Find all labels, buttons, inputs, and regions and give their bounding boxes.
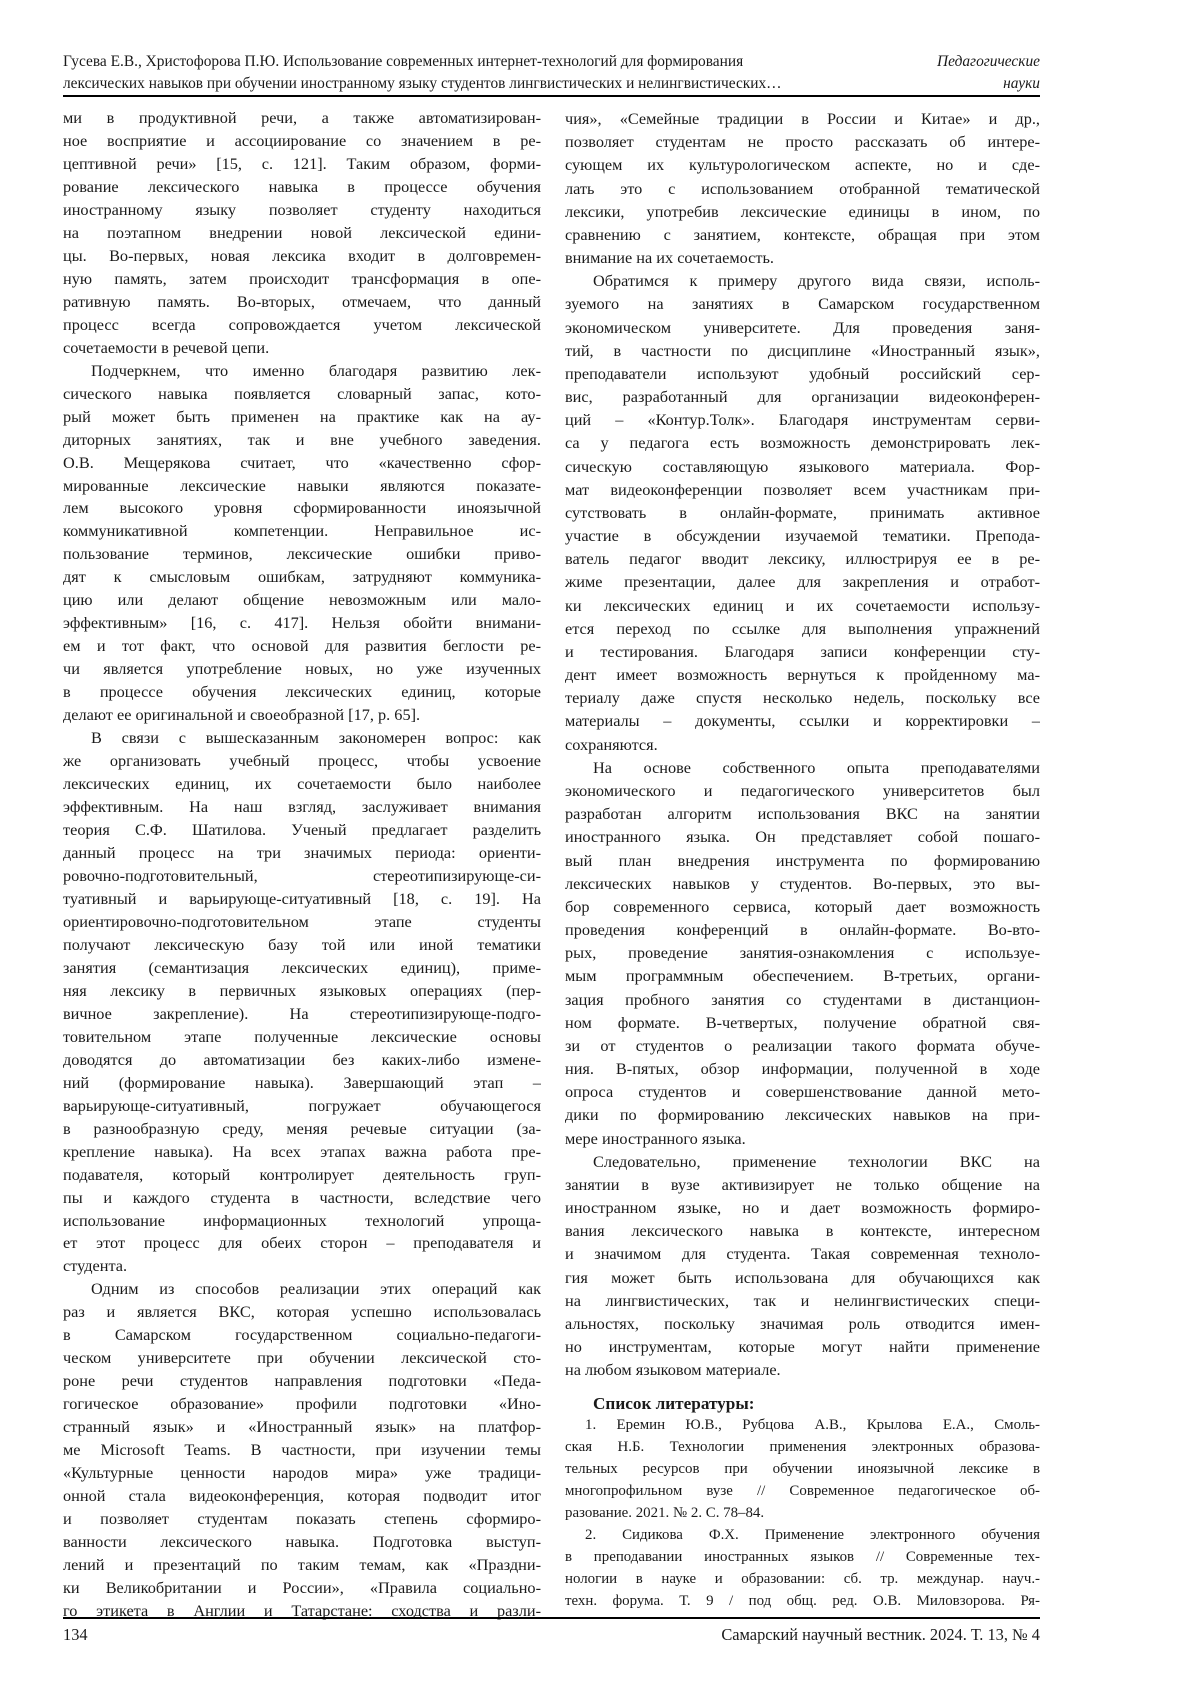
right-column [565,107,1040,1623]
text-line: раз и является ВКС, которая успешно использовалась [63,1302,541,1322]
text-line: На основе собственного опыта преподавателями [593,757,1040,777]
text-line: использование информационных технологий упроща- [63,1210,541,1230]
text-line: пы и каждого студента в частности, вследствие чего [63,1187,541,1207]
page-footer [63,1617,1040,1645]
running-header [63,51,1040,94]
references-heading [565,1392,1040,1415]
text-line: проведения конференций в онлайн-формате. Во-вто- [565,920,1040,940]
text-line: в разнообразную среду, меняя речевые ситуации (за- [63,1118,541,1138]
text-line: О.В. Мещерякова считает, что «качественно сфор- [63,452,541,472]
paragraph [565,269,1040,756]
text-line: зация пробного занятия со студентами в дистанцион- [565,989,1040,1009]
text-line: «Культурные ценности народов мира» уже традици- [63,1463,541,1483]
text-line: товительном этапе полученные лексические основы [63,1026,541,1046]
text-line: роне речи студентов направления подготовки «Педа- [63,1371,541,1391]
text-line: эффективным» [16, с. 417]. Нельзя обойти внимани- [63,613,541,633]
text-line: сутствовать в онлайн-формате, принимать активное [565,502,1040,522]
text-line: диторных занятиях, так и вне учебного заведения. [63,429,541,449]
paragraph [565,1150,1040,1382]
header-authors-title: Гусева Е.В., Христофорова П.Ю. Использование современных интернет-технологий для формирования [63,53,744,70]
text-line: экономическом университете. Для проведения заня- [565,317,1040,337]
text-line: техн. форума. Т. 9 / под общ. ред. О.В. Миловзорова. Ря- [565,1592,1040,1609]
page-content [63,51,1040,1623]
text-line: бор современного сервиса, который дает возможность [565,896,1040,916]
text-line: иностранного языка. Он представляет собой пошаго- [565,827,1040,847]
text-line: ки Великобритании и России», «Правила социально- [63,1578,541,1597]
text-line: вичное закрепление). На стереотипизирующе-подго- [63,1003,541,1023]
text-line: данный процесс на три значимых периода: ориенти- [63,843,541,862]
text-line: занятии в вузе активизирует не только общение на [565,1174,1040,1194]
text-line: тий, в частности по дисциплине «Иностранный язык», [565,340,1040,360]
text-line: цептивной речи» [15, с. 121]. Таким образом, форми- [63,153,541,173]
text-line: чи является употребление новых, но уже изученных [63,659,541,679]
text-line: альностях, поскольку значимая роль отводится имен- [565,1313,1040,1333]
text-line: и значимом для студента. Такая современная техноло- [565,1244,1040,1264]
text-line: лать это с использованием отобранной тематической [565,178,1040,198]
text-line: ное восприятие и ассоциирование со значением в ре- [63,130,541,150]
text-line: сующем их культурологическом аспекте, но и сде- [565,155,1040,175]
text-line: ванности лексического навыка. Подготовка выступ- [63,1532,541,1552]
text-line: туативный и варьирующе-ситуативный [18, с. 19]. На [63,888,541,908]
text-line: разование. 2021. № 2. С. 78–84. [565,1505,765,1522]
text-line: ет этот процесс для обеих сторон – преподавателя и [63,1233,541,1253]
text-line: ется переход по ссылке для выполнения упражнений [565,618,1040,638]
text-line: занятия (семантизация лексических единиц), приме- [63,957,541,977]
text-line: ем и тот факт, что основой для развития беглости ре- [63,636,541,656]
text-line: няя лексику в первичных языковых операциях (пер- [63,980,541,1000]
paragraph [565,756,1040,1150]
text-columns [63,107,1040,1623]
text-line: на лингвистических, так и нелингвистических специ- [565,1290,1040,1310]
text-line: участие в обсуждении изучаемой тематики. Препода- [565,526,1040,546]
text-line: дят к смысловым ошибкам, затрудняют коммуника- [63,567,541,587]
text-line: но инструментам, которые могут найти применение [565,1337,1040,1357]
paragraph [565,107,1040,269]
text-line: внимание на их сочетаемость. [565,248,775,268]
text-line: опроса студентов и совершенствование данной мето- [565,1082,1040,1102]
text-line: доводятся до автоматизации без каких-либо измене- [63,1049,541,1069]
text-line: разработан алгоритм использования ВКС на занятии [565,804,1040,824]
text-line: цию или делают общение невозможным или мало- [63,590,541,610]
text-line: чия», «Семейные традиции в России и Китае» и др., [565,109,1040,128]
text-line: студента. [63,1256,128,1276]
text-line: ровочно-подготовительный, стереотипизирующе-си- [63,865,541,885]
text-line: варьирующе-ситуативный, погружает обучающегося [63,1095,541,1115]
paragraph [63,1278,541,1623]
text-line: мат видеоконференции позволяет всем участникам при- [565,479,1040,499]
text-line: иностранном языке, но и дает возможность формиро- [565,1198,1040,1218]
text-line: сического навыка появляется словарный запас, кото- [63,383,541,403]
text-line: в процессе обучения лексических единиц, которые [63,682,541,702]
text-line: экономического и педагогического университетов был [565,780,1040,800]
text-line: дики по формированию лексических навыков на при- [565,1105,1040,1125]
text-line: ми в продуктивной речи, а также автоматизирован- [63,108,541,127]
text-line: же организовать учебный процесс, чтобы усвоение [63,751,541,771]
text-line: ций – «Контур.Толк». Благодаря инструментам серви- [565,410,1040,430]
left-column [63,107,541,1623]
header-rule [63,95,1040,97]
text-line: в Самарском государственном социально-педагоги- [63,1325,541,1345]
text-line: Одним из способов реализации этих операций как [91,1279,541,1299]
text-line: ская Н.Б. Технологии применения электронных образова- [565,1439,1040,1456]
page-number: 134 [63,1625,88,1644]
text-line: странный язык» и «Иностранный язык» на платфор- [63,1417,541,1437]
text-line: 2. Сидикова Ф.Х. Применение электронного обучения [585,1526,1040,1543]
text-line: на любом языковом материале. [565,1360,781,1380]
header-section-label-line-1: Педагогические [937,53,1040,70]
header-title-continuation: лексических навыков при обучении иностранному языку студентов лингвистических и нелингвистических… [63,74,782,92]
text-line: преподаватели используют удобный российский сер- [565,363,1040,383]
text-line: позволяет студентам не просто рассказать об интере- [565,132,1040,152]
text-line: сочетаемости в речевой цепи. [63,337,270,357]
text-line: мере иностранного языка. [565,1128,746,1148]
text-line: рый может быть применен на практике как на ау- [63,406,541,426]
text-line: Следовательно, применение технологии ВКС на [593,1151,1040,1171]
header-section-label-line-2: науки [1003,74,1040,92]
text-line: материалы – документы, ссылки и корректировки – [565,711,1040,731]
text-line: ную память, затем происходит трансформация в опе- [63,268,541,288]
text-line: лексики, употребив лексические единицы в ином, по [565,201,1040,221]
text-line: лексических единиц, их сочетаемости было наиболее [63,774,541,794]
text-line: ки лексических единиц и их сочетаемости использу- [565,595,1040,615]
text-line: подавателя, который контролирует деятельность груп- [63,1164,541,1184]
text-line: мированные лексические навыки являются показате- [63,475,541,495]
text-line: В связи с вышесказанным закономерен вопрос: как [91,728,541,748]
journal-reference: Самарский научный вестник. 2024. Т. 13, № 4 [721,1625,1040,1644]
reference-item [565,1525,1040,1613]
text-line: ративную память. Во-вторых, отмечаем, что данный [63,291,541,311]
text-line: гия может быть использована для обучающихся как [565,1267,1040,1287]
text-line: ватель педагог вводит лексику, иллюстрируя ее в ре- [565,549,1040,569]
text-line: ориентировочно-подготовительном этапе студенты [63,911,541,931]
text-line: ний (формирование навыка). Завершающий этап – [63,1072,541,1092]
text-line: дент имеет возможность вернуться к пройденному ма- [565,665,1040,685]
text-line: жиме презентации, далее для закрепления и отработ- [565,572,1040,592]
running-header-line-1 [63,51,1040,73]
text-line: гогическое образование» профили подготовки «Ино- [63,1394,541,1414]
text-line: рование лексического навыка в процессе обучения [63,176,541,196]
text-line: тельных ресурсов при обучении иноязычной лексике в [565,1461,1040,1478]
text-line: коммуникативной компетенции. Неправильное ис- [63,521,541,541]
text-line: ния. В-пятых, обзор информации, полученной в ходе [565,1059,1040,1079]
text-line: и тестирования. Благодаря записи конференции сту- [565,641,1040,661]
text-line: цы. Во-первых, новая лексика входит в долговремен- [63,245,541,265]
text-line: вания лексического навыка в контексте, интересном [565,1221,1040,1241]
text-line: зи от студентов о реализации такого формата обуче- [565,1035,1040,1055]
text-line: иностранному языку позволяет студенту находиться [63,199,541,219]
text-line: 1. Еремин Ю.В., Рубцова А.В., Крылова Е.А., Смоль- [585,1417,1040,1434]
text-line: лексических навыков у студентов. Во-первых, это вы- [565,873,1040,893]
text-line: вый план внедрения инструмента по формированию [565,850,1040,870]
text-line: ческом университете при обучении лексической сто- [63,1348,541,1368]
text-line: рых, проведение занятия-ознакомления с используе- [565,943,1040,963]
running-header-line-2 [63,73,1040,95]
text-line: Список литературы: [593,1394,755,1414]
text-line: онной стала видеоконференция, которая подводит итог [63,1486,541,1506]
text-line: эффективным. На наш взгляд, заслуживает внимания [63,797,541,817]
text-line: Обратимся к примеру другого вида связи, исполь- [593,271,1040,291]
reference-item [565,1415,1040,1524]
text-line: го этикета в Англии и Татарстане: сходства и разли- [63,1600,541,1620]
text-line: зуемого на занятиях в Самарском государственном [565,294,1040,314]
text-line: крепление навыка). На всех этапах важна работа пре- [63,1141,541,1161]
paragraph [63,727,541,1278]
footer-row [63,1619,1040,1645]
text-line: Подчеркнем, что именно благодаря развитию лек- [91,360,541,380]
text-line: сравнению с занятием, контексте, обращая при этом [565,224,1040,244]
text-line: нологии в науке и образовании: сб. тр. междунар. науч.- [565,1570,1040,1587]
text-line: пользование терминов, лексические ошибки приво- [63,544,541,564]
text-line: многопрофильном вузе // Современное педагогическое об- [565,1483,1040,1500]
text-line: теория С.Ф. Шатилова. Ученый предлагает разделить [63,820,541,840]
text-line: процесс всегда сопровождается учетом лексической [63,314,541,334]
text-line: и позволяет студентам показать степень сформиро- [63,1509,541,1529]
text-line: лений и презентаций по таким темам, как «Праздни- [63,1555,541,1575]
text-line: териалу даже спустя несколько недель, поскольку все [565,688,1040,708]
text-line: сическую составляющую языкового материала. Фор- [565,456,1040,476]
text-line: на поэтапном внедрении новой лексической едини- [63,222,541,242]
paragraph [63,107,541,360]
text-line: ме Microsoft Teams. В частности, при изучении темы [63,1440,541,1460]
text-line: ном формате. В-четвертых, получение обратной свя- [565,1012,1040,1032]
text-line: в преподавании иностранных языков // Современные тех- [565,1548,1040,1565]
text-line: делают ее оригинальной и своеобразной [17, p. 65]. [63,705,421,725]
text-line: получают лексическую базу той или иной тематики [63,934,541,954]
text-line: вис, разработанный для организации видеоконферен- [565,387,1040,407]
text-line: сохраняются. [565,734,658,754]
text-line: лем высокого уровня сформированности иноязычной [63,498,541,518]
text-line: са у педагога есть возможность демонстрировать лек- [565,433,1040,453]
text-line: мым программным обеспечением. В-третьих, органи- [565,966,1040,986]
paragraph [63,360,541,728]
